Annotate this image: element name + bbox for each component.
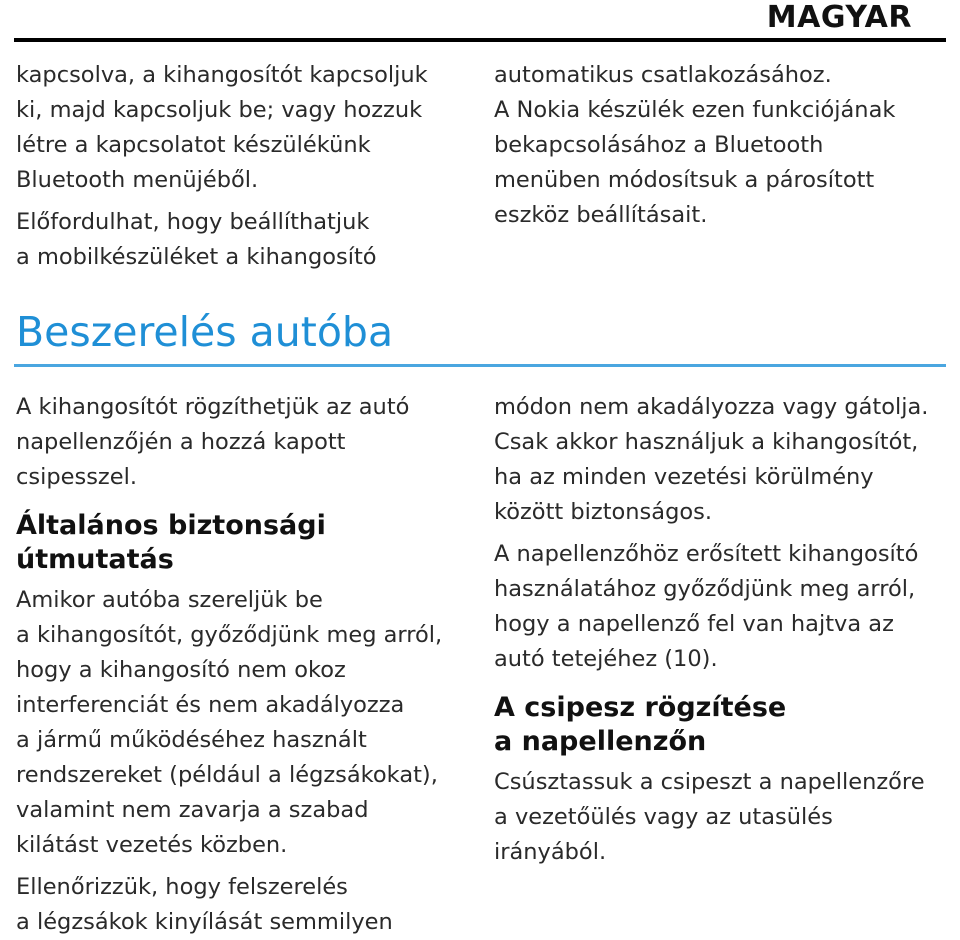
text-line: hogy a napellenző fel van hajtva az xyxy=(494,611,894,637)
text-line: A kihangosítót rögzíthetjük az autó xyxy=(16,394,410,420)
text-line: hogy a kihangosító nem okoz xyxy=(16,657,346,683)
clip-heading xyxy=(494,691,954,759)
text-line: valamint nem zavarja a szabad xyxy=(16,797,369,823)
text-line: bekapcsolásához a Bluetooth xyxy=(494,132,824,158)
text-line: a vezetőülés vagy az utasülés xyxy=(494,804,833,830)
text-line: Ellenőrizzük, hogy felszerelés xyxy=(16,874,348,900)
text-line: kilátást vezetés közben. xyxy=(16,832,288,858)
section-rule xyxy=(14,364,946,367)
text-line: Előfordulhat, hogy beállíthatjuk xyxy=(16,209,370,235)
safety-paragraph xyxy=(16,583,476,863)
text-line: létre a kapcsolatot készülékünk xyxy=(16,132,371,158)
text-line: Amikor autóba szereljük be xyxy=(16,587,323,613)
text-line: csipesszel. xyxy=(16,464,137,490)
bottom-right-column xyxy=(494,390,954,870)
text-line: kapcsolva, a kihangosítót kapcsoljuk xyxy=(16,62,428,88)
text-line: a légzsákok kinyílását semmilyen xyxy=(16,909,393,935)
section-title: Beszerelés autóba xyxy=(16,308,394,356)
text-line: a jármű működéséhez használt xyxy=(16,727,367,753)
text-line: között biztonságos. xyxy=(494,499,712,525)
top-right-column xyxy=(494,58,954,233)
top-left-column xyxy=(16,58,476,275)
bottom-left-column xyxy=(16,390,476,940)
paragraph xyxy=(494,58,954,233)
text-line: ha az minden vezetési körülmény xyxy=(494,464,874,490)
text-line: menüben módosítsuk a párosított xyxy=(494,167,875,193)
paragraph xyxy=(494,537,954,677)
paragraph xyxy=(494,765,954,870)
paragraph xyxy=(16,205,476,275)
intro-paragraph xyxy=(16,390,476,495)
text-line: napellenzőjén a hozzá kapott xyxy=(16,429,346,455)
text-line: interferenciát és nem akadályozza xyxy=(16,692,405,718)
paragraph xyxy=(494,390,954,530)
text-line: használatához győződjünk meg arról, xyxy=(494,576,916,602)
text-line: rendszereket (például a légzsákokat), xyxy=(16,762,438,788)
text-line: a mobilkészüléket a kihangosító xyxy=(16,244,377,270)
text-line: Csak akkor használjuk a kihangosítót, xyxy=(494,429,919,455)
text-line: a kihangosítót, győződjünk meg arról, xyxy=(16,622,443,648)
safety-heading: Általános biztonsági útmutatás xyxy=(16,510,326,575)
page-header-language: MAGYAR xyxy=(766,0,912,35)
text-line: Csúsztassuk a csipeszt a napellenzőre xyxy=(494,769,925,795)
text-line: autó tetejéhez (10). xyxy=(494,646,718,672)
text-line: módon nem akadályozza vagy gátolja. xyxy=(494,394,929,420)
text-line: ki, majd kapcsoljuk be; vagy hozzuk xyxy=(16,97,423,123)
heading-line: A csipesz rögzítése xyxy=(494,692,787,723)
check-paragraph xyxy=(16,870,476,940)
paragraph xyxy=(16,58,476,198)
text-line: irányából. xyxy=(494,839,607,865)
text-line: Bluetooth menüjéből. xyxy=(16,167,259,193)
text-line: automatikus csatlakozásához. xyxy=(494,62,832,88)
text-line: A napellenzőhöz erősített kihangosító xyxy=(494,541,919,567)
text-line: A Nokia készülék ezen funkciójának xyxy=(494,97,896,123)
heading-line: a napellenzőn xyxy=(494,726,707,757)
header-rule xyxy=(14,38,946,42)
text-line: eszköz beállításait. xyxy=(494,202,708,228)
